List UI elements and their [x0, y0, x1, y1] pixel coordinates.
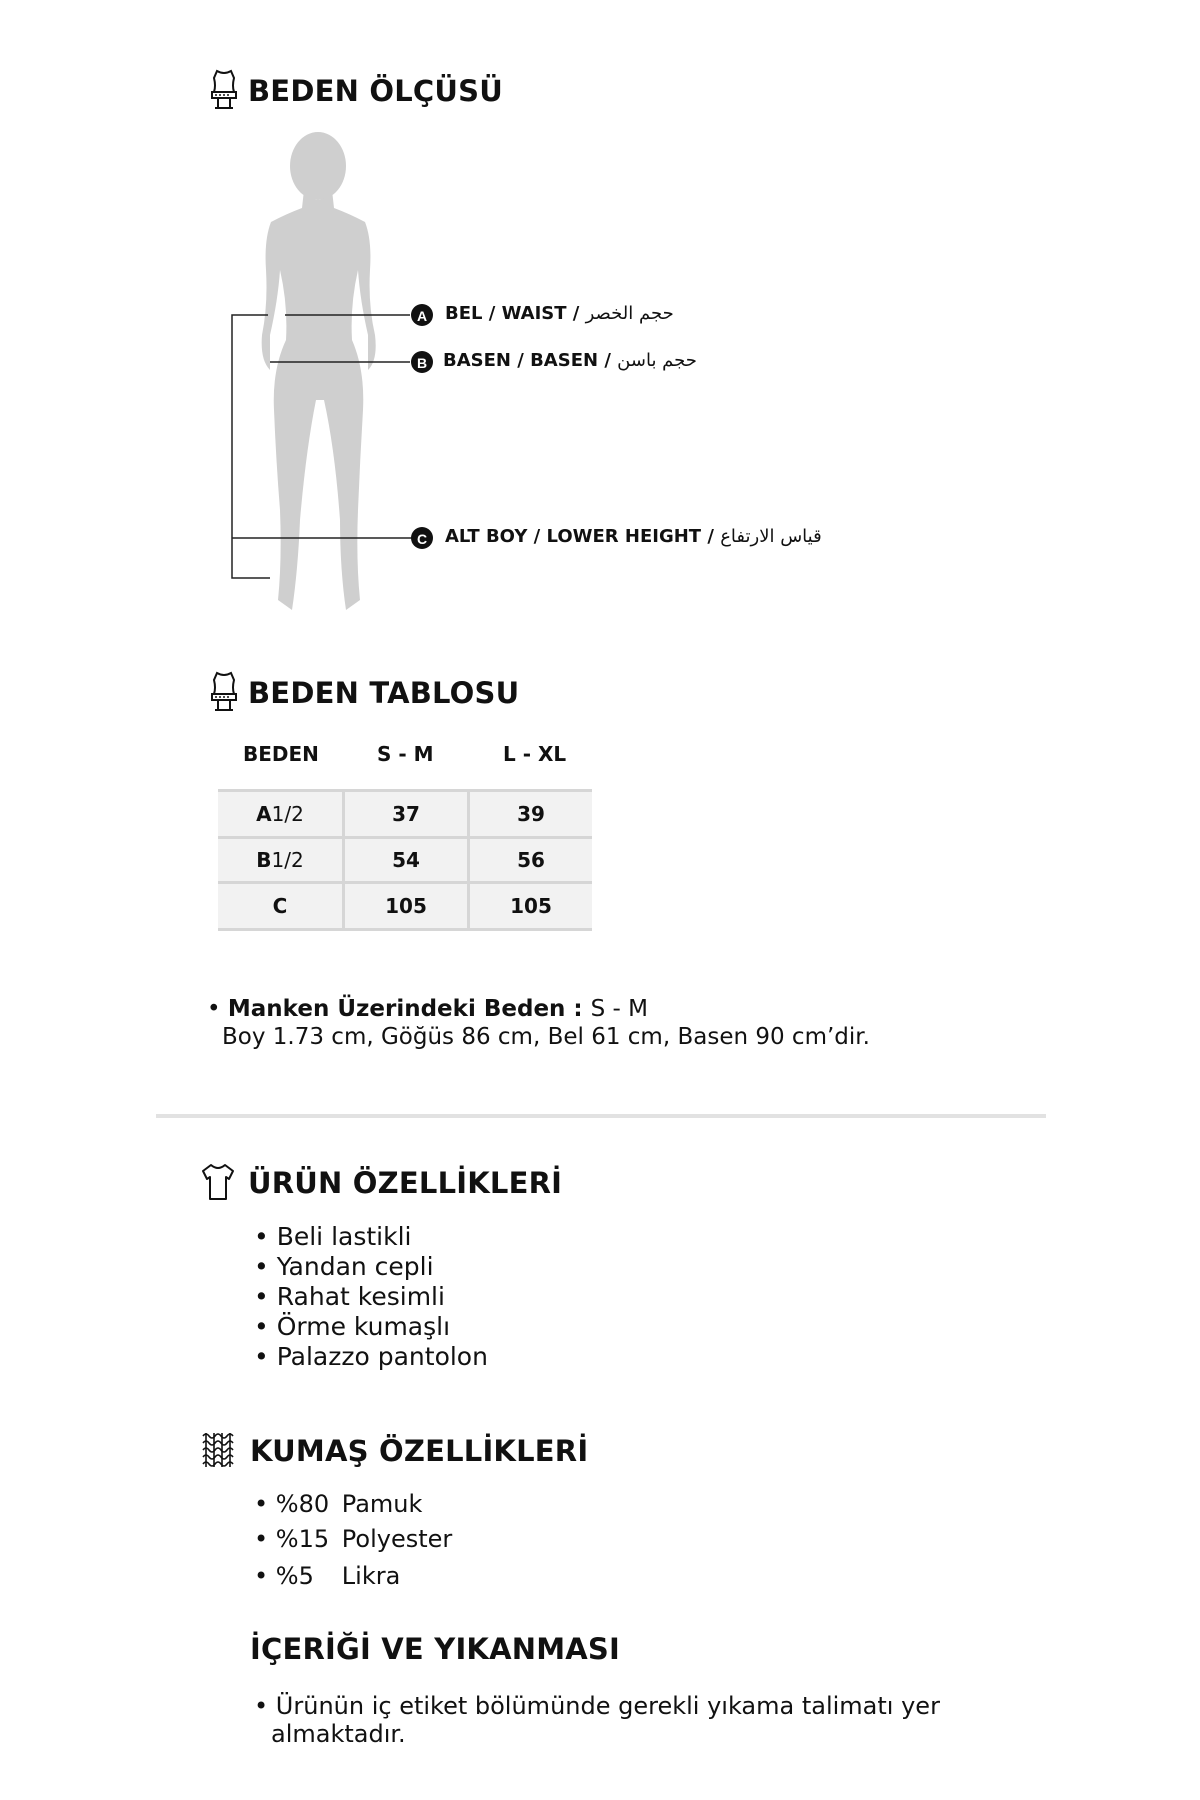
dress-form-icon [208, 68, 240, 112]
list-item: • Yandan cepli [254, 1252, 488, 1282]
list-item: • Palazzo pantolon [254, 1342, 488, 1372]
callout-waist: BEL / WAIST / حجم الخصر [445, 303, 674, 324]
list-item: • Rahat kesimli [254, 1282, 488, 1312]
list-item: • Örme kumaşlı [254, 1312, 488, 1342]
fabric-knit-icon [200, 1430, 240, 1470]
table-cell: 105 [345, 884, 467, 928]
model-size-value: S - M [590, 996, 648, 1022]
table-header-s-m: S - M [377, 742, 434, 766]
fabric-features-title: KUMAŞ ÖZELLİKLERİ [250, 1434, 589, 1468]
fabric-item: • %80 Pamuk [254, 1490, 423, 1518]
size-measure-title: BEDEN ÖLÇÜSÜ [248, 74, 503, 108]
model-size-label: Manken Üzerindeki Beden : [227, 996, 591, 1022]
tshirt-icon [200, 1162, 236, 1202]
care-title: İÇERİĞİ VE YIKANMASI [250, 1632, 620, 1666]
table-border [218, 789, 592, 792]
table-border [218, 881, 592, 884]
table-header-size: BEDEN [243, 742, 319, 766]
size-table-title: BEDEN TABLOSU [248, 676, 520, 710]
table-border [467, 789, 470, 931]
table-border [218, 836, 592, 839]
list-item: • Beli lastikli [254, 1222, 488, 1252]
svg-text:C: C [416, 531, 428, 547]
table-cell: 37 [345, 792, 467, 836]
table-cell-label: C [218, 884, 342, 928]
svg-text:A: A [416, 308, 428, 324]
callout-hip: BASEN / BASEN / حجم باسن [443, 350, 697, 371]
table-border [342, 789, 345, 931]
table-cell-label: A 1/2 [218, 792, 342, 836]
table-border [218, 928, 592, 931]
product-features-list [254, 1222, 488, 1372]
table-cell: 39 [470, 792, 592, 836]
table-cell: 56 [470, 839, 592, 881]
model-size-line: • Manken Üzerindeki Beden : S - M [207, 996, 648, 1022]
care-text: • Ürünün iç etiket bölümünde gerekli yıkama talimatı yer almaktadır. [254, 1692, 940, 1748]
table-cell: 105 [470, 884, 592, 928]
callout-lower-height: ALT BOY / LOWER HEIGHT / قياس الارتفاع [445, 526, 822, 547]
callout-markers [411, 304, 433, 549]
table-cell: 54 [345, 839, 467, 881]
model-details: Boy 1.73 cm, Göğüs 86 cm, Bel 61 cm, Basen 90 cm’dir. [222, 1024, 870, 1050]
dress-form-icon [208, 670, 240, 714]
table-header-l-xl: L - XL [503, 742, 567, 766]
table-cell-label: B 1/2 [218, 839, 342, 881]
fabric-item: • %5 Likra [254, 1562, 401, 1590]
product-features-title: ÜRÜN ÖZELLİKLERİ [248, 1166, 563, 1200]
svg-text:B: B [416, 355, 428, 371]
section-divider [156, 1114, 1046, 1118]
fabric-item: • %15 Polyester [254, 1525, 453, 1553]
